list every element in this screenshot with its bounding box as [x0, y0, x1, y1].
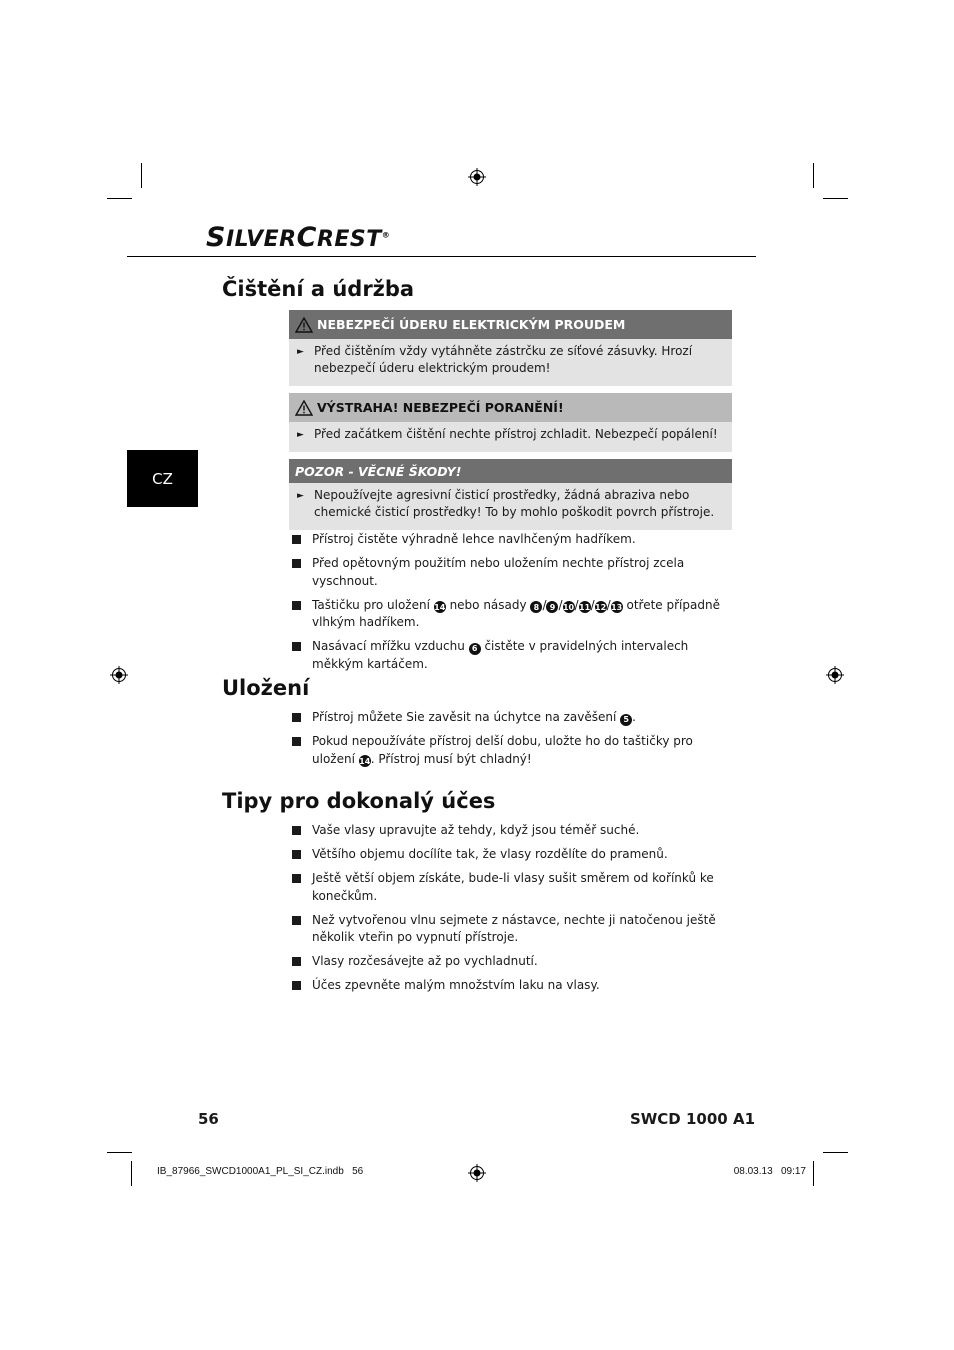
bullet-square-icon — [292, 642, 301, 651]
warning-box-heading: NEBEZPEČÍ ÚDERU ELEKTRICKÝM PROUDEM — [289, 310, 732, 339]
crop-mark — [823, 1152, 848, 1153]
list-item: Před opětovným použitím nebo uložením nechte přístroj zcela vyschnout. — [292, 555, 732, 590]
list-item: Vlasy rozčesávejte až po vychladnutí. — [292, 953, 732, 971]
warning-triangle-icon — [295, 317, 313, 333]
warning-box-electric — [289, 310, 732, 386]
part-number-badge: 12 — [595, 602, 607, 612]
list-item: Účes zpevněte malým množstvím laku na vlasy. — [292, 977, 732, 995]
crop-mark — [131, 1161, 132, 1186]
bullet-square-icon — [292, 559, 301, 568]
arrow-icon: ► — [297, 430, 304, 440]
part-number-badge: 14 — [359, 756, 371, 766]
header-rule — [127, 256, 756, 257]
list-item: Přístroj můžete Sie zavěsit na úchytce na zavěšení 5 . — [292, 709, 732, 727]
crop-mark — [107, 1152, 132, 1153]
list-item: Taštičku pro uložení 14 nebo násady 8 / 9 /10/11/12/13 otřete případně vlhkým hadříkem. — [292, 597, 732, 632]
bullet-square-icon — [292, 874, 301, 883]
registration-mark-icon — [468, 168, 486, 186]
section-title-cleaning: Čištění a údržba — [222, 277, 415, 301]
bullet-square-icon — [292, 826, 301, 835]
section-title-storage: Uložení — [222, 676, 310, 700]
registration-mark-icon — [826, 666, 844, 684]
registration-mark-icon — [110, 666, 128, 684]
part-number-badge: 11 — [579, 602, 591, 612]
part-number-badge: 6 — [469, 643, 481, 655]
list-item: Vaše vlasy upravujte až tehdy, když jsou téměř suché. — [292, 822, 732, 840]
cleaning-list — [292, 531, 732, 680]
crop-mark — [107, 198, 132, 199]
bullet-square-icon — [292, 713, 301, 722]
bullet-square-icon — [292, 916, 301, 925]
bullet-square-icon — [292, 981, 301, 990]
slug-file: IB_87966_SWCD1000A1_PL_SI_CZ.indb 56 — [157, 1166, 364, 1177]
list-item: Ještě větší objem získáte, bude-li vlasy sušit směrem od kořínků ke konečkům. — [292, 870, 732, 905]
list-item: Než vytvořenou vlnu sejmete z nástavce, nechte ji natočenou ještě několik vteřin po vypnutí přístroje. — [292, 912, 732, 947]
bullet-square-icon — [292, 601, 301, 610]
caution-box-heading: POZOR - VĚCNÉ ŠKODY! — [289, 459, 732, 483]
crop-mark — [823, 198, 848, 199]
tips-list — [292, 822, 732, 1001]
list-item: Pokud nepoužíváte přístroj delší dobu, uložte ho do taštičky pro uložení 14. Přístroj musí být chladný! — [292, 733, 732, 768]
arrow-icon: ► — [297, 347, 304, 357]
bullet-square-icon — [292, 850, 301, 859]
registration-mark-icon — [468, 1164, 486, 1182]
part-number-badge: 10 — [562, 602, 575, 612]
section-title-tips: Tipy pro dokonalý účes — [222, 789, 496, 813]
warning-triangle-icon — [295, 400, 313, 416]
bullet-square-icon — [292, 737, 301, 746]
bullet-square-icon — [292, 957, 301, 966]
arrow-icon: ► — [297, 491, 304, 501]
model-name: SWCD 1000 A1 — [629, 1110, 755, 1128]
crop-mark — [141, 163, 142, 188]
list-item: Nasávací mřížku vzduchu 6 čistěte v pravidelných intervalech měkkým kartáčem. — [292, 638, 732, 673]
part-number-badge: 8 — [530, 601, 542, 613]
warning-box-heading: VÝSTRAHA! NEBEZPEČÍ PORANĚNÍ! — [289, 393, 732, 422]
caution-box-body: ► Nepoužívejte agresivní čisticí prostředky, žádná abraziva nebo chemické čisticí prostředky! To by mohlo poškodit povrch přístroje. — [297, 488, 715, 519]
crop-mark — [813, 163, 814, 188]
language-tab: CZ — [127, 450, 198, 507]
part-number-badge: 14 — [434, 602, 446, 612]
brand-logo: SILVERCREST® — [206, 222, 391, 253]
warning-box-injury — [289, 393, 732, 452]
crop-mark — [813, 1161, 814, 1186]
caution-box-damage — [289, 459, 732, 530]
part-number-badge: 5 — [620, 714, 632, 726]
warning-box-body: ► Před čištěním vždy vytáhněte zástrčku ze síťové zásuvky. Hrozí nebezpečí úderu elektrickým proudem! — [297, 344, 693, 375]
bullet-square-icon — [292, 535, 301, 544]
part-number-badge: 9 — [546, 601, 558, 613]
list-item: Přístroj čistěte výhradně lehce navlhčeným hadříkem. — [292, 531, 732, 549]
storage-list — [292, 709, 732, 775]
page-number: 56 — [198, 1110, 219, 1128]
warning-box-body: ► Před začátkem čištění nechte přístroj zchladit. Nebezpečí popálení! — [289, 422, 732, 452]
part-number-badge: 13 — [611, 602, 623, 612]
list-item: Většího objemu docílíte tak, že vlasy rozdělíte do pramenů. — [292, 846, 732, 864]
slug-date: 08.03.13 09:17 — [733, 1166, 806, 1177]
